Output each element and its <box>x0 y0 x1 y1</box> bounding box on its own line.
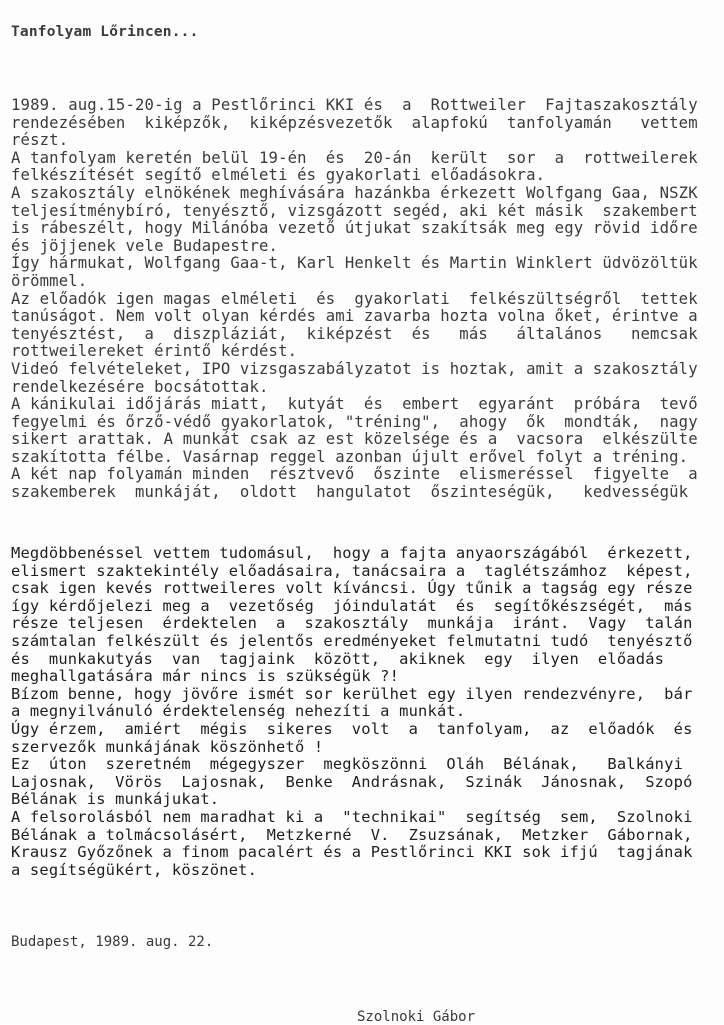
text-line: a megnyilvánuló érdektelenség nehezíti a munkát. <box>11 702 466 721</box>
text-line: felkészítését segítő elméleti és gyakorlati előadásokra. <box>11 166 546 185</box>
text-line: rendezésében kiképzők, kiképzésvezetők alapfokú tanfolyamán vettem <box>11 113 698 132</box>
text-line: szakemberek munkáját, oldott hangulatot őszinteségük, kedvességük <box>11 483 689 502</box>
text-line: így kérdőjelezi meg a vezetőség jóindulatát és segítőkészségét, más <box>11 596 693 615</box>
text-line: Bélának a tolmácsolásért, Metzkerné V. Zsuzsának, Metzker Gábornak, <box>11 825 693 844</box>
text-line: 1989. aug.15-20-ig a Pestlőrinci KKI és a Rottweiler Fajtaszakosztály <box>11 96 698 114</box>
text-line: szakította félbe. Vasárnap reggel azonban újult erővel folyt a tréning. <box>11 447 689 466</box>
text-line: és munkakutyás van tagjaink között, akiknek egy ilyen előadás <box>11 649 665 668</box>
text-line: is rábeszélt, hogy Milánóba vezető útjukat szakítsák meg egy rövid időre <box>11 219 698 238</box>
text-line: Lajosnak, Vörös Lajosnak, Benke Andrásnak, Szinák Jánosnak, Szopó <box>11 772 693 791</box>
text-line: szervezők munkájának köszönhető ! <box>11 737 324 756</box>
text-line: rottweilereket érintő kérdést. <box>11 342 298 361</box>
text-line: tanúságot. Nem volt olyan kérdés ami zavarba hozta volna őket, érintve a <box>11 307 698 326</box>
place-and-date: Budapest, 1989. aug. 22. <box>11 934 214 950</box>
text-line: tenyésztést, a diszpláziát, kiképzést és más általános nemcsak <box>11 324 698 343</box>
section-commentary <box>11 545 693 879</box>
text-line: fegyelmi és őrző-védő gyakorlatok, "tréning", ahogy ők mondták, nagy <box>11 412 698 431</box>
text-line: Megdöbbenéssel vettem tudomásul, hogy a fajta anyaországából érkezett, <box>11 544 693 562</box>
text-line: Krausz Győzőnek a finom pacalért és a Pestlőrinci KKI sok ifjú tagjának <box>11 843 693 862</box>
text-line: meghallgatására már nincs is szükségük ?! <box>11 667 400 686</box>
text-line: részt. <box>11 131 69 150</box>
text-line: A felsorolásból nem maradhat ki a "technikai" segítség sem, Szolnoki <box>11 807 693 826</box>
text-line: teljesítménybíró, tenyésztő, vizsgázott segéd, aki két másik szakembert <box>11 201 698 220</box>
text-line: része teljesen érdektelen a szakosztály munkája iránt. Vagy talán <box>11 614 693 633</box>
text-line: Így hármukat, Wolfgang Gaa-t, Karl Henkelt és Martin Winklert üdvözöltük <box>11 254 698 273</box>
text-line: örömmel. <box>11 271 88 290</box>
document-title: Tanfolyam Lőrincen... <box>11 24 199 40</box>
text-line: Az előadók igen magas elméleti és gyakorlati felkészültségről tettek <box>11 289 698 308</box>
text-line: A kánikulai időjárás miatt, kutyát és embert egyaránt próbára tevő <box>11 395 698 414</box>
text-line: Videó felvételeket, IPO vizsgaszabályzatot is hoztak, amit a szakosztály <box>11 359 698 378</box>
text-line: A két nap folyamán minden résztvevő őszinte elismeréssel figyelte a <box>11 465 698 484</box>
text-line: Ez úton szeretném mégegyszer megköszönni Oláh Bélának, Balkányi <box>11 755 684 774</box>
text-line: és jöjjenek vele Budapestre. <box>11 236 279 255</box>
text-line: a segítségükért, köszönet. <box>11 860 258 879</box>
text-line: A szakosztály elnökének meghívására hazánkba érkezett Wolfgang Gaa, NSZK <box>11 183 698 202</box>
text-line: számtalan felkészült és jelentős eredményeket felmutatni tudó tenyésztő <box>11 631 693 650</box>
text-line: Bízom benne, hogy jövőre ismét sor kerülhet egy ilyen rendezvényre, bár <box>11 684 693 703</box>
text-line: A tanfolyam keretén belül 19-én és 20-án került sor a rottweilerek <box>11 148 698 167</box>
text-line: elismert szaktekintély előadásaira, tanácsaira a taglétszámhoz képest, <box>11 561 693 580</box>
text-line: rendelkezésére bocsátottak. <box>11 377 269 396</box>
text-line: Úgy érzem, amiért mégis sikeres volt a tanfolyam, az előadók és <box>11 719 693 738</box>
text-line: Bélának is munkájukat. <box>11 790 220 809</box>
text-line: sikert arattak. A munkát csak az est közelsége és a vacsora elkészülte <box>11 430 698 449</box>
author-signature: Szolnoki Gábor <box>357 1009 476 1025</box>
section-course-report <box>11 97 698 502</box>
text-line: csak igen kevés rottweileres volt kíváncsi. Úgy tűnik a tagság egy része <box>11 579 693 598</box>
